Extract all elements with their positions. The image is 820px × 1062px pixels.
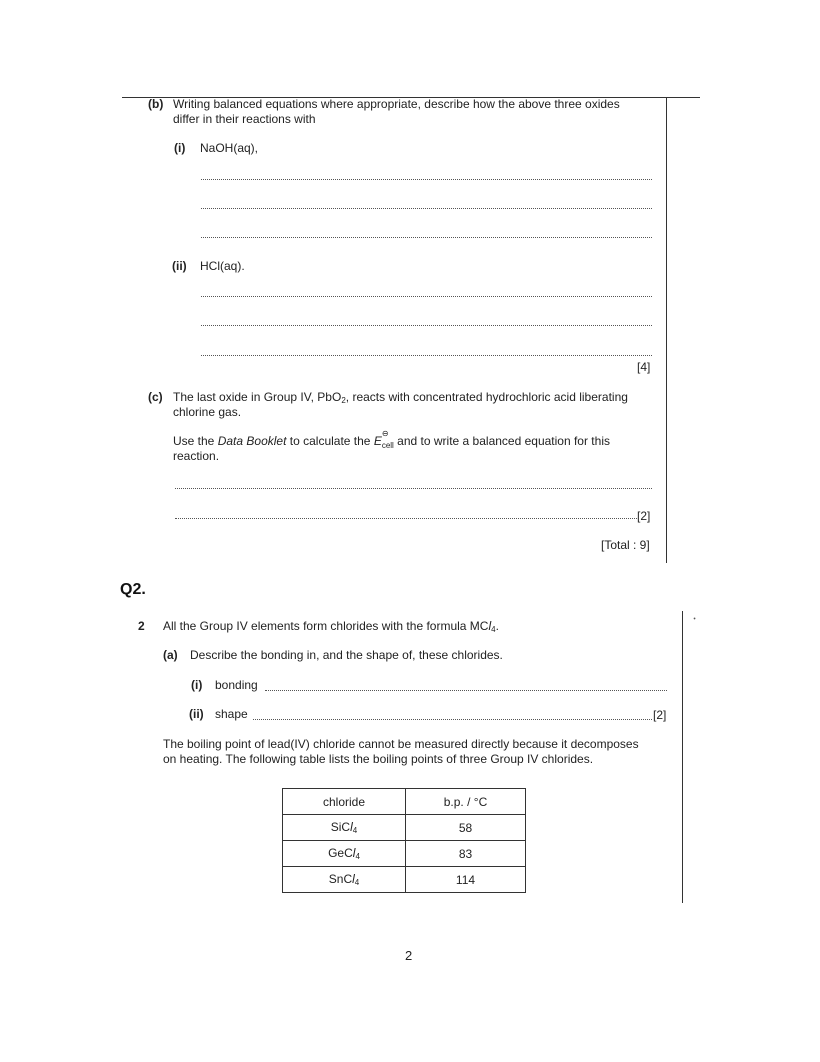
bp-cell: 83 (406, 841, 526, 867)
chloride-italic: l (350, 820, 353, 834)
q2-i-text: bonding (215, 678, 258, 692)
q2-marks: [2] (653, 708, 667, 722)
q2-ii-label: (ii) (189, 707, 204, 721)
part-c-line3-pre: Use the (173, 434, 218, 448)
e-super: ⊖ (381, 429, 389, 438)
boiling-point-table (282, 788, 526, 893)
question-heading: Q2. (120, 581, 146, 598)
header-bp: b.p. / °C (406, 789, 526, 815)
part-c-line4: reaction. (173, 449, 220, 463)
q2-intro-pre: All the Group IV elements form chlorides with the formula MC (163, 619, 489, 633)
part-c-line3 (173, 429, 610, 450)
header-chloride: chloride (283, 789, 406, 815)
e-sub: cell (381, 441, 394, 450)
part-c-line3-mid: to calculate the (286, 434, 374, 448)
table-row (283, 841, 526, 867)
chloride-pre: GeC (328, 846, 353, 860)
part-c-line2: chlorine gas. (173, 405, 242, 419)
chloride-sub: 4 (354, 878, 360, 887)
bp-cell: 58 (406, 815, 526, 841)
part-b-intro-line1: Writing balanced equations where appropriate, describe how the above three oxides (173, 97, 620, 111)
table-row (283, 867, 526, 893)
part-b-marks: [4] (637, 360, 651, 374)
table-header-row (283, 789, 526, 815)
e-symbol: E (373, 434, 382, 448)
q2-intro-sub: 4 (491, 625, 496, 634)
answer-line[interactable] (201, 179, 652, 180)
chloride-pre: SiC (330, 820, 351, 834)
q2-intro (163, 619, 499, 634)
chloride-italic: l (352, 846, 356, 860)
part-b-label: (b) (148, 97, 164, 111)
part-b-i-label: (i) (174, 141, 186, 155)
part-b-ii-text: HCl(aq). (200, 259, 245, 273)
q2-para-line1: The boiling point of lead(IV) chloride cannot be measured directly because it decomposes (163, 737, 639, 751)
bp-cell: 114 (406, 867, 526, 893)
chloride-sub: 4 (352, 826, 358, 835)
e-cell-symbol (373, 429, 394, 450)
chloride-italic: l (352, 872, 355, 886)
data-booklet-text: Data Booklet (217, 434, 287, 448)
answer-line[interactable] (201, 237, 652, 238)
part-b-ii-label: (ii) (172, 259, 187, 273)
right-margin-line-bottom (682, 611, 683, 903)
answer-line[interactable] (201, 208, 652, 209)
chloride-cell (283, 867, 406, 893)
answer-line[interactable] (201, 325, 652, 326)
q2-intro-post: . (495, 619, 499, 633)
part-c-line1-sub: 2 (341, 396, 346, 405)
chloride-pre: SnC (328, 872, 353, 886)
part-c-marks: [2] (637, 509, 651, 523)
question-number: 2 (138, 619, 145, 633)
q2-a-text: Describe the bonding in, and the shape of, these chlorides. (190, 648, 503, 662)
right-margin-line-top (666, 97, 667, 563)
q2-para-line2: on heating. The following table lists the boiling points of three Group IV chlorides. (163, 752, 594, 766)
part-c-line1-post: , reacts with concentrated hydrochloric acid liberating (345, 390, 628, 404)
answer-line[interactable] (175, 488, 652, 489)
q2-intro-italic: l (488, 619, 492, 633)
chloride-sub: 4 (355, 852, 360, 861)
page-number: 2 (405, 948, 413, 963)
shape-answer-line[interactable] (253, 719, 652, 720)
margin-mark: ꞏ (693, 614, 697, 625)
answer-line[interactable] (175, 518, 637, 519)
part-b-intro-line2: differ in their reactions with (173, 112, 316, 126)
chloride-cell (283, 815, 406, 841)
q2-i-label: (i) (191, 678, 203, 692)
total-marks: [Total : 9] (601, 538, 650, 552)
answer-line[interactable] (201, 355, 652, 356)
part-c-label: (c) (148, 390, 163, 404)
table-row (283, 815, 526, 841)
q2-ii-text: shape (215, 707, 248, 721)
part-c-line3-post: and to write a balanced equation for this (393, 434, 610, 448)
q2-a-label: (a) (163, 648, 178, 662)
chloride-cell (283, 841, 406, 867)
part-c-line1 (173, 390, 628, 405)
part-c-line1-pre: The last oxide in Group IV, PbO (173, 390, 342, 404)
bonding-answer-line[interactable] (265, 690, 667, 691)
answer-line[interactable] (201, 296, 652, 297)
part-b-i-text: NaOH(aq), (200, 141, 259, 155)
